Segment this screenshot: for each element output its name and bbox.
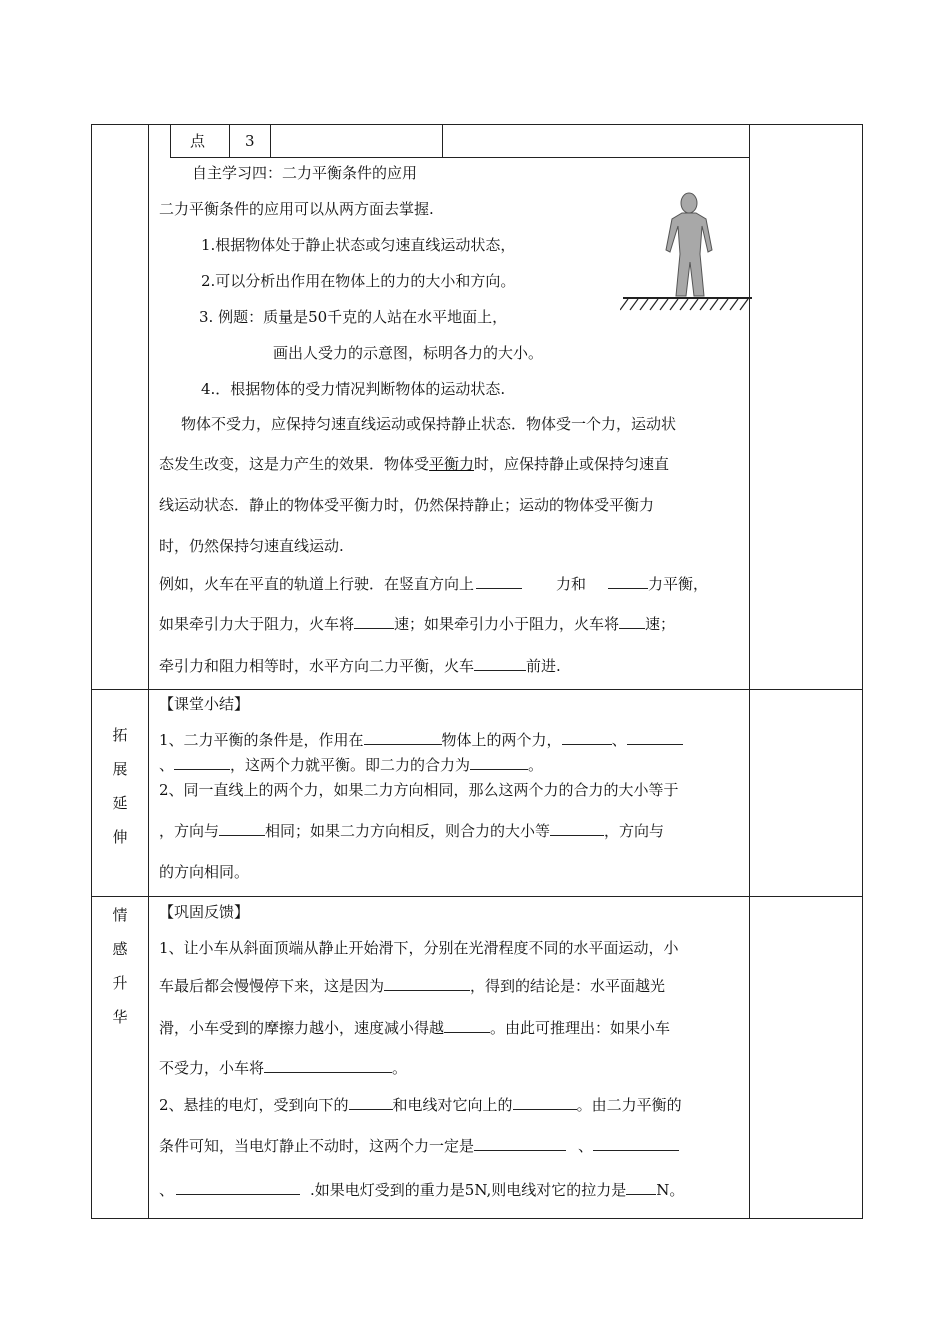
blank-slower [444, 1018, 490, 1033]
row-divider-1 [91, 689, 863, 690]
section1-item3a: 3. 例题：质量是50千克的人站在水平地面上， [199, 308, 508, 326]
para1-line4: 时，仍然保持匀速直线运动. [159, 537, 344, 555]
blank-reason [384, 976, 470, 991]
section2-line3: 2、同一直线上的两个力，如果二力方向相同，那么这两个力的合力的大小等于 [159, 781, 679, 799]
blank-accelerate [354, 614, 394, 629]
example-line2 [159, 614, 675, 634]
blank-uniform [474, 656, 526, 671]
blank-same-object [364, 730, 442, 745]
blank-balance-cond-3 [176, 1180, 300, 1195]
example-line2-b: 速；如果牵引力小于阻力，火车将 [394, 615, 620, 633]
blank-vertical-force-2 [608, 574, 648, 589]
blank-tension [513, 1095, 577, 1110]
example-line1 [159, 574, 708, 594]
inner-table-bottom [170, 157, 750, 158]
col-divider-1 [148, 124, 149, 1219]
example-line3 [159, 656, 561, 676]
inner-col-3 [270, 124, 271, 157]
para1-line2-a: 态发生改变，这是力产生的效果．物体受 [159, 455, 430, 473]
blank-balance-cond-1 [474, 1136, 566, 1151]
blank-gravity [349, 1095, 393, 1110]
section1-item3b: 画出人受力的示意图，标明各力的大小。 [273, 344, 544, 362]
section1-intro: 二力平衡条件的应用可以从两方面去掌握. [159, 200, 434, 218]
section3-side-label: 情 感 升 华 [112, 906, 128, 1026]
section3-heading: 【巩固反馈】 [159, 903, 250, 921]
section3-line5: 2、悬挂的电灯，受到向下的 和电线对它向上的 。由二力平衡的 [159, 1096, 682, 1114]
para1-line2-underlined: 平衡力 [429, 455, 475, 473]
section2-heading: 【课堂小结】 [159, 695, 250, 713]
section2-line1: 1、二力平衡的条件是，作用在 物体上的两个力， 、 [159, 730, 683, 750]
para1-line3: 线运动状态．静止的物体受平衡力时，仍然保持静止；运动的物体受平衡力 [159, 496, 655, 514]
section2-line4: ，方向与 相同；如果二力方向相反，则合力的大小等 ，方向与 [159, 822, 665, 840]
example-line1-c: 力平衡， [648, 575, 709, 593]
section2-line5: 的方向相同。 [159, 863, 250, 881]
blank-difference [550, 821, 604, 836]
blank-uniform-motion [264, 1058, 392, 1073]
blank-condition-1 [562, 730, 612, 745]
section2-side-label: 拓 展 延 伸 [112, 726, 128, 846]
row-divider-2 [91, 896, 863, 897]
section2-line2: 、 ，这两个力就平衡。即二力的合力为 。 [159, 756, 544, 774]
blank-decelerate [619, 614, 645, 629]
blank-same-direction [219, 821, 265, 836]
blank-vertical-force-1 [476, 574, 522, 589]
section1-item2: 2.可以分析出作用在物体上的力的大小和方向。 [201, 272, 516, 290]
example-line1-a: 例如，火车在平直的轨道上行驶．在竖直方向上 [159, 575, 475, 593]
standing-person-figure [620, 192, 755, 317]
blank-resultant-zero [470, 755, 528, 770]
inner-col-1 [170, 124, 171, 157]
blank-condition-3 [174, 755, 230, 770]
blank-condition-2 [627, 730, 683, 745]
para1-line1: 物体不受力，应保持匀速直线运动或保持静止状态．物体受一个力，运动状 [181, 415, 677, 433]
table-top-border [91, 124, 863, 125]
section1-heading: 自主学习四：二力平衡条件的应用 [192, 164, 418, 182]
section3-line7: 、 .如果电灯受到的重力是5N,则电线对它的拉力是 N。 [159, 1181, 685, 1199]
example-line1-b: 力和 [556, 575, 587, 593]
blank-pull-force [626, 1180, 656, 1195]
example-line2-a: 如果牵引力大于阻力，火车将 [159, 615, 355, 633]
section3-line4: 不受力，小车将 。 [159, 1059, 408, 1077]
inner-col-2 [229, 124, 230, 157]
para1-line2-b: 时，应保持静止或保持匀速直 [474, 455, 670, 473]
inner-col-4 [442, 124, 443, 157]
section3-line1: 1、让小车从斜面顶端从静止开始滑下，分别在光滑程度不同的水平面运动，小 [159, 939, 679, 957]
section1-item1: 1.根据物体处于静止状态或匀速直线运动状态， [201, 236, 516, 254]
inner-cell-dian: 点 [190, 132, 206, 150]
section3-line3: 滑，小车受到的摩擦力越小，速度减小得越 。由此可推理出：如果小车 [159, 1019, 671, 1037]
example-line2-c: 速； [645, 615, 676, 633]
section1-item4: 4.．根据物体的受力情况判断物体的运动状态. [201, 380, 506, 398]
table-right-border [862, 124, 863, 1219]
table-left-border [91, 124, 92, 1219]
example-line3-b: 前进. [526, 657, 561, 675]
example-line3-a: 牵引力和阻力相等时，水平方向二力平衡，火车 [159, 657, 475, 675]
blank-balance-cond-2 [593, 1136, 679, 1151]
section3-line2: 车最后都会慢慢停下来，这是因为 ，得到的结论是：水平面越光 [159, 977, 666, 995]
section3-line6: 条件可知，当电灯静止不动时，这两个力一定是 、 [159, 1136, 679, 1156]
para1-line2 [159, 454, 669, 474]
inner-cell-3: 3 [245, 132, 255, 150]
table-bottom-border [91, 1218, 863, 1219]
